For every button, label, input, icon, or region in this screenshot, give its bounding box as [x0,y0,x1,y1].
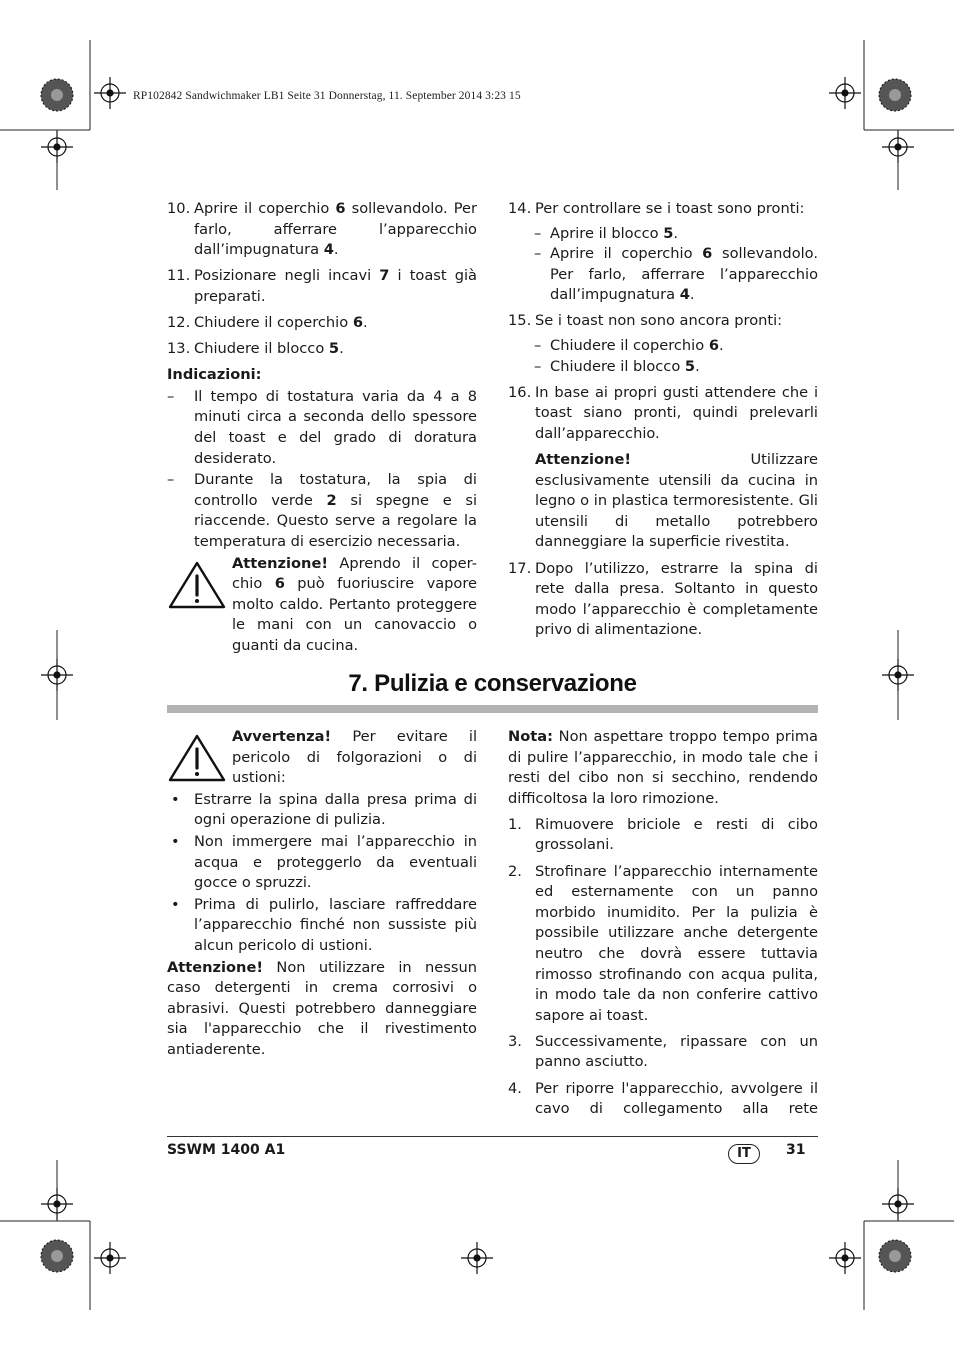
step-15b [508,357,818,378]
warning-electric [167,727,477,789]
step-text: Chiudere il blocco [194,340,329,358]
step-15 [508,311,818,332]
nota [508,727,818,809]
step-text: Aprire il coperchio [550,245,703,263]
section-rule [167,705,818,713]
step-number: 16. [508,383,532,401]
attention-note [167,958,477,1061]
step-number: 3. [508,1032,522,1050]
step-text: . [339,340,344,358]
attention-text: Non utilizzare in nessun caso detergenti in crema corrosivi o abrasivi. Questi potrebbero danneggiare sia l'apparecchio che il rivestimento antiaderente. [167,958,477,1058]
bullet: • [171,832,180,850]
attention-label: Attenzione! [535,451,631,469]
ref-number: 4 [323,241,334,259]
step-text: . [673,224,679,242]
bullet: • [171,895,180,913]
step-16-attention [508,450,818,553]
clean-step [508,862,818,1027]
nota-label: Nota: [508,728,553,745]
step-text: Aprire il coperchio [194,200,336,217]
dash: – [167,387,175,405]
ref-number: 4 [679,286,690,304]
warning-text: può fuoriuscire vapore molto caldo. Pertanto proteggere le mani con un canovaccio o guanti da cucina. [232,575,477,654]
step-number: 2. [508,862,522,880]
step-text: Per riporre l'apparecchio, avvolgere il cavo di collegamento alla rete [535,1079,818,1118]
step-number: 12. [167,313,191,331]
ref-number: 6 [335,200,346,217]
note-text: Durante la tostatura, la spia di controllo verde [194,471,477,509]
clean-step [508,815,818,856]
dash: – [534,337,542,355]
bullet-item [167,790,477,831]
warning-steam [167,554,477,657]
step-13 [167,339,477,360]
step-number: 10. [167,200,191,217]
ref-number: 2 [326,491,337,509]
ref-number: 6 [708,337,719,355]
step-number: 1. [508,815,522,833]
ref-number: 6 [702,245,713,263]
step-12 [167,313,477,334]
right-column-bottom [508,727,818,1125]
dash: – [534,245,542,263]
step-text: . [689,286,695,304]
warning-label: Avvertenza! [232,728,332,745]
step-14 [508,199,818,220]
step-14b [508,244,818,306]
step-number: 11. [167,267,191,285]
nota-text: Non aspettare troppo tempo prima di pulire l’apparecchio, in modo tale che i resti del cibo non si secchino, rendendo difficoltosa la loro rimozione. [508,728,818,807]
bullet-item [167,895,477,957]
note-text: Il tempo di tostatura varia da 4 a 8 minuti circa a seconda dello spessore del toast e del grado di doratura desiderato. [194,387,477,467]
step-text: Rimuovere briciole e resti di cibo grossolani. [535,815,818,854]
step-text: sollevandolo. Per farlo, afferrare l’apparecchio dall’impugnatura [550,245,818,304]
step-text: . [695,357,700,375]
bullet-text: Non immergere mai l’apparecchio in acqua e proteggerlo da eventuali gocce o spruzzi. [194,832,477,892]
ref-number: 7 [379,267,390,285]
step-text: Chiudere il blocco [550,357,685,375]
step-text: In base ai propri gusti attendere che i toast siano pronti, quindi prelevarli dall’apparecchio. [535,383,818,442]
step-number: 14. [508,200,532,217]
step-11 [167,266,477,307]
footer-rule [167,1136,818,1137]
step-text: Posizionare negli incavi [194,267,380,285]
step-14a [508,224,818,245]
bullet-text: Prima di pulirlo, lasciare raffreddare l’apparecchio finché non sussiste più alcun pericolo di ustioni. [194,895,477,954]
note-2 [167,470,477,552]
ref-number: 6 [352,313,363,331]
ref-number: 5 [663,224,674,242]
attention-label: Attenzione! [167,958,263,976]
ref-number: 5 [328,340,340,358]
step-text: Chiudere il coperchio [550,337,709,355]
left-column-top [167,199,477,656]
warning-label: Attenzione! [232,554,328,572]
bullet: • [171,790,180,808]
attention-text: Utilizzare esclusivamente utensili da cucina in legno o in plastica termoresistente. Gli utensili di metallo potrebbero danneggiare la superficie rivestita. [535,451,818,551]
section-title: 7. Pulizia e conservazione [348,670,637,697]
ref-number: 6 [274,575,285,593]
dash: – [534,224,542,242]
step-10 [167,199,477,261]
step-text: Per controllare se i toast sono pronti: [535,200,805,217]
clean-step [508,1079,818,1120]
note-1 [167,387,477,469]
warning-text: Per evitare il pericolo di folgorazioni o di ustioni: [232,728,477,787]
left-column-bottom [167,727,477,1061]
step-text: Strofinare l’apparecchio internamente ed esternamente con un panno morbido inumidito. Per la pulizia è possibile utilizzare anche detergente neutro che dovrà essere tuttavia rimosso strofinando con acqua pulita, in modo tale da non conferire cattivo sapore ai toast. [535,862,818,1024]
language-badge: IT [728,1144,760,1164]
step-text: . [333,241,339,259]
note-text: si spegne e si riaccende. Questo serve a regolare la temperatura di esercizio necessaria. [194,491,478,550]
dash: – [534,357,542,375]
step-number: 17. [508,559,532,577]
step-text: Successivamente, ripassare con un panno asciutto. [535,1032,818,1071]
page-number: 31 [786,1142,806,1158]
clean-step [508,1032,818,1073]
notes-title: Indicazioni: [167,366,262,384]
step-15a [508,336,818,357]
step-16 [508,383,818,445]
step-number: 4. [508,1079,522,1097]
step-text: Dopo l’utilizzo, estrarre la spina di rete dalla presa. Soltanto in questo modo l’apparecchio è completamente privo di alimentazione. [535,559,818,639]
bullet-item [167,832,477,894]
step-text: . [362,313,368,331]
warning-triangle-icon [168,733,226,783]
step-text: Chiudere il coperchio [194,313,353,331]
step-text: i toast già preparati. [194,267,477,305]
step-text: sollevandolo. Per farlo, afferrare l’apparecchio dall’impugnatura [194,200,477,259]
step-text: Se i toast non sono ancora pronti: [535,312,783,330]
step-text: Aprire il blocco [550,224,664,242]
warning-text: Aprendo il coper-chio [232,554,477,593]
step-17 [508,559,818,641]
footer-model: SSWM 1400 A1 [167,1142,286,1158]
step-number: 15. [508,312,532,330]
print-slug: RP102842 Sandwichmaker LB1 Seite 31 Donnerstag, 11. September 2014 3:23 15 [133,90,521,102]
bullet-text: Estrarre la spina dalla presa prima di ogni operazione di pulizia. [194,790,477,829]
warning-triangle-icon [168,560,226,610]
step-number: 13. [167,340,191,358]
dash: – [167,471,175,489]
step-text: . [718,337,724,355]
right-column-top [508,199,818,646]
ref-number: 5 [684,357,696,375]
